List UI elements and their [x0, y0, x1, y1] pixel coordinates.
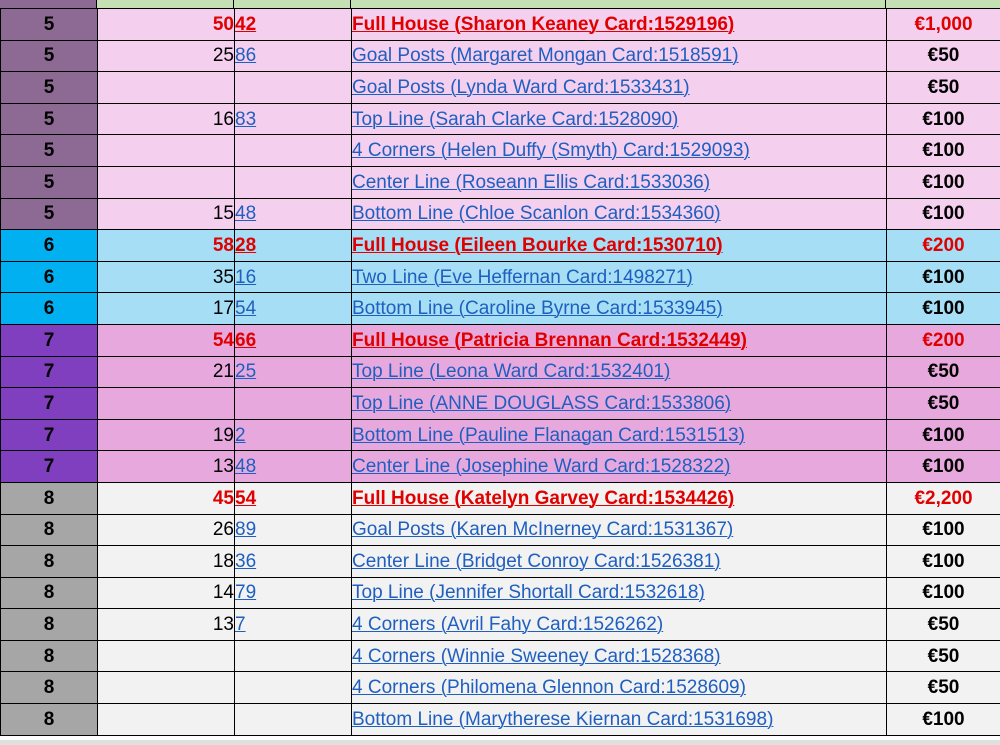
called-number-link-text[interactable]: 36 [235, 550, 257, 572]
prize-amount-cell: €200 [887, 324, 1000, 356]
ball-count-cell: 13 [98, 609, 235, 641]
prize-row [1, 609, 1000, 641]
ball-count-cell: 15 [98, 198, 235, 230]
called-number-link[interactable] [235, 419, 352, 451]
prize-amount-cell: €100 [887, 577, 1000, 609]
called-number-link[interactable] [235, 609, 352, 641]
ball-count-cell [98, 166, 235, 198]
game-number-cell: 5 [1, 135, 98, 167]
results-body [1, 9, 1000, 736]
called-number-link[interactable] [235, 546, 352, 578]
prize-winner-link[interactable] [352, 135, 887, 167]
ball-count-cell: 14 [98, 577, 235, 609]
prize-winner-link[interactable] [352, 40, 887, 72]
prize-row [1, 40, 1000, 72]
prize-amount-cell: €50 [887, 640, 1000, 672]
called-number-link-text[interactable]: 89 [235, 519, 257, 541]
called-number-link[interactable] [235, 514, 352, 546]
prize-winner-link[interactable] [352, 103, 887, 135]
prize-winner-link-text[interactable]: Full House (Eileen Bourke Card:1530710) [352, 234, 723, 256]
prize-winner-link[interactable] [352, 9, 887, 41]
ball-count-cell [98, 704, 235, 736]
game-number-cell: 7 [1, 419, 98, 451]
prize-winner-link[interactable] [352, 546, 887, 578]
game-number-cell: 7 [1, 356, 98, 388]
called-number-link-text[interactable]: 2 [235, 424, 246, 446]
prize-winner-link[interactable] [352, 704, 887, 736]
ball-count-cell: 50 [98, 9, 235, 41]
prize-row [1, 451, 1000, 483]
ball-count-cell: 13 [98, 451, 235, 483]
called-number-link[interactable] [235, 198, 352, 230]
prize-winner-link[interactable] [352, 72, 887, 104]
prize-amount-cell: €2,200 [887, 482, 1000, 514]
prize-winner-link-text[interactable]: 4 Corners (Winnie Sweeney Card:1528368) [352, 645, 721, 667]
ball-count-cell: 18 [98, 546, 235, 578]
prize-winner-link-text[interactable]: Goal Posts (Karen McInerney Card:1531367) [352, 519, 734, 541]
called-number-link[interactable] [235, 40, 352, 72]
called-number-link[interactable] [235, 640, 352, 672]
called-number-link[interactable] [235, 9, 352, 41]
called-number-link[interactable] [235, 293, 352, 325]
prize-row [1, 166, 1000, 198]
called-number-link[interactable] [235, 704, 352, 736]
called-number-link-text[interactable]: 16 [235, 266, 257, 288]
prize-winner-link-text[interactable]: Top Line (ANNE DOUGLASS Card:1533806) [352, 392, 732, 414]
full-house-row [1, 230, 1000, 262]
ball-count-cell [98, 672, 235, 704]
called-number-link-text[interactable]: 83 [235, 108, 257, 130]
ball-count-cell: 54 [98, 324, 235, 356]
prize-row [1, 419, 1000, 451]
prize-winner-link-text[interactable]: Bottom Line (Marytherese Kiernan Card:1531698) [352, 708, 774, 730]
prize-winner-link-text[interactable]: 4 Corners (Helen Duffy (Smyth) Card:1529093) [352, 140, 750, 162]
prize-winner-link[interactable] [352, 609, 887, 641]
ball-count-cell [98, 640, 235, 672]
prize-winner-link[interactable] [352, 451, 887, 483]
called-number-link-text[interactable]: 42 [235, 13, 257, 35]
prize-amount-cell: €100 [887, 261, 1000, 293]
prize-winner-link-text[interactable]: Full House (Katelyn Garvey Card:1534426) [352, 487, 735, 509]
prize-row [1, 135, 1000, 167]
game-number-cell: 5 [1, 9, 98, 41]
ball-count-cell [98, 135, 235, 167]
prize-amount-cell: €100 [887, 198, 1000, 230]
ball-count-cell: 45 [98, 482, 235, 514]
ball-count-cell: 25 [98, 40, 235, 72]
game-number-cell: 8 [1, 640, 98, 672]
game-number-cell: 7 [1, 388, 98, 420]
game-number-cell: 8 [1, 514, 98, 546]
ball-count-cell [98, 388, 235, 420]
called-number-link[interactable] [235, 451, 352, 483]
prize-winner-link[interactable] [352, 356, 887, 388]
prize-amount-cell: €100 [887, 135, 1000, 167]
prize-winner-link[interactable] [352, 672, 887, 704]
prize-winner-link-text[interactable]: Bottom Line (Caroline Byrne Card:1533945) [352, 298, 723, 320]
called-number-link[interactable] [235, 72, 352, 104]
ball-count-cell: 35 [98, 261, 235, 293]
prize-winner-link[interactable] [352, 514, 887, 546]
ball-count-cell: 26 [98, 514, 235, 546]
called-number-link-text[interactable]: 54 [235, 298, 257, 320]
prize-amount-cell: €50 [887, 40, 1000, 72]
prize-winner-link-text[interactable]: Goal Posts (Margaret Mongan Card:1518591) [352, 45, 739, 67]
prize-winner-link-text[interactable]: Two Line (Eve Heffernan Card:1498271) [352, 266, 693, 288]
prize-amount-cell: €1,000 [887, 9, 1000, 41]
game-number-cell: 5 [1, 166, 98, 198]
prize-row [1, 514, 1000, 546]
prize-winner-link-text[interactable]: 4 Corners (Avril Fahy Card:1526262) [352, 614, 664, 636]
game-number-cell: 5 [1, 72, 98, 104]
prize-winner-link[interactable] [352, 577, 887, 609]
game-number-cell: 5 [1, 103, 98, 135]
game-number-cell: 5 [1, 198, 98, 230]
called-number-link-text[interactable]: 48 [235, 203, 257, 225]
called-number-link-text[interactable]: 7 [235, 614, 246, 636]
ball-count-cell: 19 [98, 419, 235, 451]
prize-amount-cell: €100 [887, 451, 1000, 483]
game-number-cell: 7 [1, 324, 98, 356]
ball-count-cell: 17 [98, 293, 235, 325]
cropped-game-cell [0, 0, 97, 8]
game-number-cell: 6 [1, 261, 98, 293]
prize-row [1, 640, 1000, 672]
called-number-link-text[interactable]: 79 [235, 582, 257, 604]
prize-winner-link-text[interactable]: Top Line (Sarah Clarke Card:1528090) [352, 108, 679, 130]
game-number-cell: 6 [1, 293, 98, 325]
prize-amount-cell: €50 [887, 388, 1000, 420]
prize-winner-link[interactable] [352, 640, 887, 672]
called-number-link[interactable] [235, 577, 352, 609]
game-number-cell: 8 [1, 546, 98, 578]
prize-row [1, 546, 1000, 578]
prize-winner-link-text[interactable]: Bottom Line (Chloe Scanlon Card:1534360) [352, 203, 721, 225]
game-number-cell: 8 [1, 482, 98, 514]
prize-row [1, 704, 1000, 736]
prize-winner-link[interactable] [352, 419, 887, 451]
prize-row [1, 672, 1000, 704]
prize-amount-cell: €100 [887, 166, 1000, 198]
prize-winner-link-text[interactable]: Goal Posts (Lynda Ward Card:1533431) [352, 76, 690, 98]
called-number-link-text[interactable]: 48 [235, 456, 257, 478]
called-number-link-text[interactable]: 28 [235, 234, 257, 256]
cropped-call-cell [233, 0, 351, 8]
prize-winner-link-text[interactable]: Top Line (Jennifer Shortall Card:1532618) [352, 582, 705, 604]
prize-amount-cell: €50 [887, 672, 1000, 704]
prize-amount-cell: €100 [887, 546, 1000, 578]
called-number-link[interactable] [235, 482, 352, 514]
game-number-cell: 8 [1, 609, 98, 641]
prize-amount-cell: €100 [887, 704, 1000, 736]
prize-amount-cell: €50 [887, 609, 1000, 641]
game-number-cell: 5 [1, 40, 98, 72]
full-house-row [1, 482, 1000, 514]
prize-winner-link-text[interactable]: Center Line (Bridget Conroy Card:1526381) [352, 550, 721, 572]
prize-winner-link-text[interactable]: Center Line (Roseann Ellis Card:1533036) [352, 171, 711, 193]
game-number-cell: 8 [1, 577, 98, 609]
prize-row [1, 577, 1000, 609]
prize-winner-link-text[interactable]: Bottom Line (Pauline Flanagan Card:1531513) [352, 424, 745, 446]
ball-count-cell: 21 [98, 356, 235, 388]
prize-amount-cell: €100 [887, 514, 1000, 546]
cropped-next-row [0, 740, 1000, 745]
called-number-link[interactable] [235, 324, 352, 356]
called-number-link-text[interactable]: 66 [235, 329, 257, 351]
prize-winner-link[interactable] [352, 166, 887, 198]
prize-winner-link-text[interactable]: Full House (Patricia Brennan Card:1532449) [352, 329, 747, 351]
cropped-ball-cell [96, 0, 234, 8]
full-house-row [1, 9, 1000, 41]
prize-winner-link-text[interactable]: Full House (Sharon Keaney Card:1529196) [352, 13, 735, 35]
ball-count-cell [98, 72, 235, 104]
cropped-prize-cell [350, 0, 886, 8]
called-number-link[interactable] [235, 356, 352, 388]
ball-count-cell: 16 [98, 103, 235, 135]
called-number-link[interactable] [235, 388, 352, 420]
prize-winner-link[interactable] [352, 198, 887, 230]
called-number-link-text[interactable]: 25 [235, 361, 257, 383]
called-number-link[interactable] [235, 230, 352, 262]
prize-winner-link[interactable] [352, 482, 887, 514]
prize-winner-link[interactable] [352, 261, 887, 293]
results-table [0, 8, 1000, 736]
game-number-cell: 7 [1, 451, 98, 483]
prize-amount-cell: €100 [887, 103, 1000, 135]
prize-winner-link-text[interactable]: 4 Corners (Philomena Glennon Card:1528609) [352, 677, 746, 699]
prize-amount-cell: €200 [887, 230, 1000, 262]
prize-row [1, 261, 1000, 293]
called-number-link[interactable] [235, 166, 352, 198]
called-number-link[interactable] [235, 103, 352, 135]
called-number-link[interactable] [235, 135, 352, 167]
called-number-link[interactable] [235, 261, 352, 293]
prize-winner-link[interactable] [352, 388, 887, 420]
called-number-link-text[interactable]: 54 [235, 487, 257, 509]
prize-winner-link-text[interactable]: Center Line (Josephine Ward Card:1528322) [352, 456, 731, 478]
game-number-cell: 8 [1, 704, 98, 736]
game-number-cell: 8 [1, 672, 98, 704]
ball-count-cell: 58 [98, 230, 235, 262]
called-number-link-text[interactable]: 86 [235, 45, 257, 67]
prize-row [1, 356, 1000, 388]
prize-winner-link[interactable] [352, 230, 887, 262]
prize-amount-cell: €50 [887, 356, 1000, 388]
prize-row [1, 293, 1000, 325]
game-number-cell: 6 [1, 230, 98, 262]
prize-amount-cell: €100 [887, 293, 1000, 325]
prize-amount-cell: €50 [887, 72, 1000, 104]
prize-row [1, 198, 1000, 230]
full-house-row [1, 324, 1000, 356]
prize-row [1, 388, 1000, 420]
prize-winner-link[interactable] [352, 324, 887, 356]
called-number-link[interactable] [235, 672, 352, 704]
prize-winner-link[interactable] [352, 293, 887, 325]
prize-row [1, 103, 1000, 135]
prize-amount-cell: €100 [887, 419, 1000, 451]
prize-row [1, 72, 1000, 104]
prize-winner-link-text[interactable]: Top Line (Leona Ward Card:1532401) [352, 361, 671, 383]
